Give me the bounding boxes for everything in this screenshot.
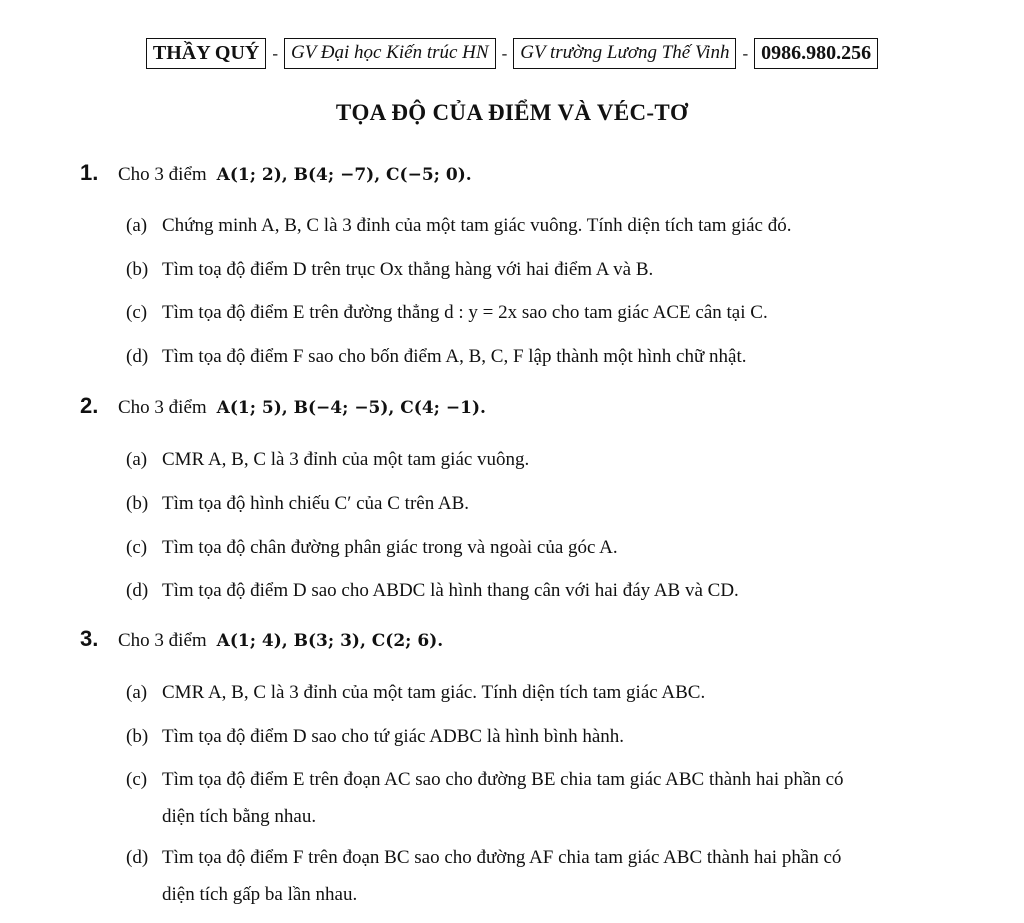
problem-3-item-a xyxy=(126,674,986,711)
item-text-continued: diện tích gấp ba lần nhau. xyxy=(162,884,358,905)
item-label: (d) xyxy=(126,346,149,367)
item-text: Tìm tọa độ điểm F trên đoạn BC sao cho đường AF chia tam giác ABC thành hai phần có xyxy=(162,847,842,868)
item-text: CMR A, B, C là 3 đỉnh của một tam giác vuông. xyxy=(162,449,530,470)
problem-number: 3. xyxy=(80,626,99,651)
header-separator: - xyxy=(742,43,749,63)
problem-intro: Cho 3 điểm xyxy=(118,164,207,185)
item-label: (a) xyxy=(126,215,148,236)
item-text-continued: diện tích bằng nhau. xyxy=(162,806,317,827)
header-separator: - xyxy=(272,43,279,63)
problem-3-item-d xyxy=(126,839,986,913)
item-text: Tìm tọa độ điểm F sao cho bốn điểm A, B, C, F lập thành một hình chữ nhật. xyxy=(162,346,747,367)
item-text: Tìm tọa độ hình chiếu C′ của C trên AB. xyxy=(162,493,470,514)
teacher-role-school: GV trường Lương Thế Vinh xyxy=(513,38,736,69)
problem-number: 1. xyxy=(80,160,99,185)
problem-2-item-b xyxy=(126,485,986,522)
problem-3-item-b xyxy=(126,718,986,755)
item-text: Tìm tọa độ điểm D sao cho tứ giác ADBC là hình bình hành. xyxy=(162,726,625,747)
item-text: Chứng minh A, B, C là 3 đỉnh của một tam giác vuông. Tính diện tích tam giác đó. xyxy=(162,215,792,236)
problem-3-item-c xyxy=(126,761,986,835)
header-bar xyxy=(0,38,1024,69)
problem-number: 2. xyxy=(80,393,99,418)
problem-intro: Cho 3 điểm xyxy=(118,397,207,418)
item-label: (b) xyxy=(126,493,149,514)
problem-points: A(1; 5), B(−4; −5), C(4; −1). xyxy=(216,398,486,418)
item-text: Tìm tọa độ điểm E trên đường thẳng d : y = 2x sao cho tam giác ACE cân tại C. xyxy=(162,302,768,323)
item-text: Tìm toạ độ điểm D trên trục Ox thẳng hàng với hai điểm A và B. xyxy=(162,259,654,280)
teacher-name: THẦY QUÝ xyxy=(146,38,266,69)
item-label: (d) xyxy=(126,847,149,868)
item-label: (c) xyxy=(126,769,148,790)
problem-1-item-d xyxy=(126,338,986,375)
page-title: TỌA ĐỘ CỦA ĐIỂM VÀ VÉC-TƠ xyxy=(335,100,689,125)
item-text: Tìm tọa độ chân đường phân giác trong và ngoài của góc A. xyxy=(162,537,618,558)
item-text: CMR A, B, C là 3 đỉnh của một tam giác. Tính diện tích tam giác ABC. xyxy=(162,682,706,703)
item-text: Tìm tọa độ điểm D sao cho ABDC là hình thang cân với hai đáy AB và CD. xyxy=(162,580,739,601)
problem-2-item-d xyxy=(126,572,986,609)
problem-3-heading xyxy=(80,626,443,652)
problem-2-item-a xyxy=(126,441,986,478)
item-text: Tìm tọa độ điểm E trên đoạn AC sao cho đường BE chia tam giác ABC thành hai phần có xyxy=(162,769,844,790)
item-label: (b) xyxy=(126,259,149,280)
problem-1-item-c xyxy=(126,294,986,331)
teacher-role-university: GV Đại học Kiến trúc HN xyxy=(284,38,496,69)
phone-number: 0986.980.256 xyxy=(754,38,878,69)
problem-1-heading xyxy=(80,160,472,186)
problem-points: A(1; 4), B(3; 3), C(2; 6). xyxy=(216,631,444,651)
problem-2-item-c xyxy=(126,529,986,566)
problem-points: A(1; 2), B(4; −7), C(−5; 0). xyxy=(216,165,472,185)
item-label: (a) xyxy=(126,682,148,703)
header-separator: - xyxy=(501,43,508,63)
item-label: (a) xyxy=(126,449,148,470)
item-label: (d) xyxy=(126,580,149,601)
problem-1-item-a xyxy=(126,207,986,244)
item-label: (b) xyxy=(126,726,149,747)
item-label: (c) xyxy=(126,302,148,323)
item-label: (c) xyxy=(126,537,148,558)
problem-1-item-b xyxy=(126,251,986,288)
problem-2-heading xyxy=(80,393,486,419)
problem-intro: Cho 3 điểm xyxy=(118,630,207,651)
